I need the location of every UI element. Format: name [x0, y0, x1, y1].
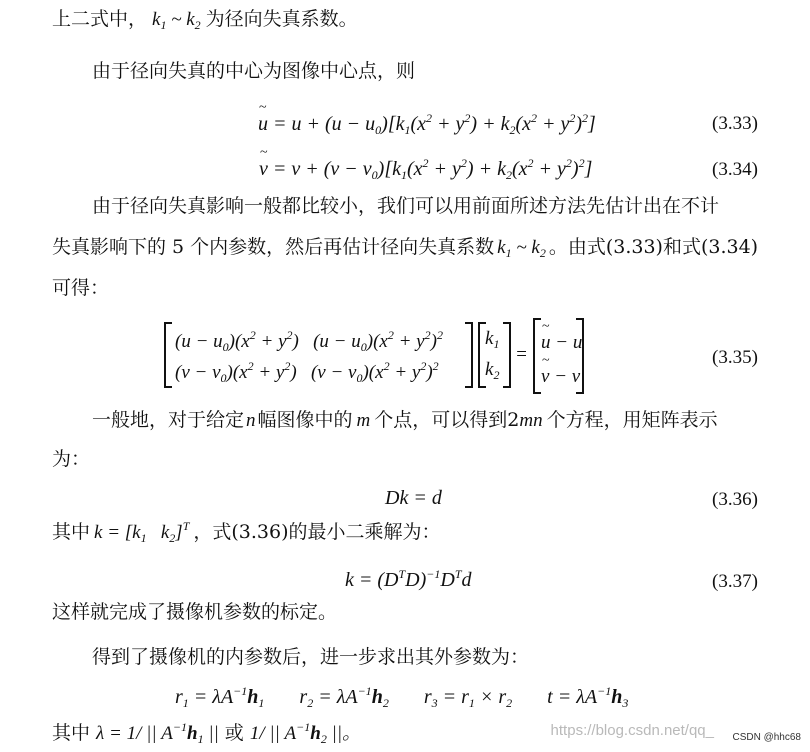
text-line-10: 得到了摄像机的内参数后，进一步求出其外参数为：	[92, 646, 530, 668]
vector-bracket-left	[533, 318, 541, 394]
text-segment: 失真影响下的 5 个内参数，然后再估计径向失真系数	[52, 236, 495, 258]
text-segment: 。由式(3.33)和式(3.34)	[548, 236, 759, 258]
text-line-9: 这样就完成了摄像机参数的标定。	[52, 601, 338, 623]
text-segment: 为径向失真系数。	[205, 8, 358, 30]
watermark-url: https://blog.csdn.net/qq_	[550, 722, 714, 739]
matrix-row-2: $(v - v_0)(x^2 + y^2)$ $(v - v_0)(x^2 + y^2)^2$	[175, 359, 439, 385]
math-lambda-1: λ = 1/ || $A^{-1}h_1$ ||	[96, 720, 219, 746]
vector-bracket-right	[503, 322, 511, 388]
text-line-7: 为：	[52, 448, 91, 470]
text-line-4	[52, 238, 758, 259]
equation-number: (3.36)	[712, 489, 758, 510]
text-line-11	[52, 721, 361, 745]
equation-number: (3.37)	[712, 571, 758, 592]
text-segment: 其中	[52, 722, 91, 744]
math-k-vector: $k = [k_1$ $k_2]^T$	[94, 519, 190, 545]
matrix-bracket-left	[164, 322, 172, 388]
vector-k2: $k_2$	[485, 359, 500, 382]
text-line-5: 可得：	[52, 277, 110, 299]
text-segment: 或	[224, 722, 244, 744]
equation-3-33: ~ $u = u + (u - u_0)[k_1(x^2 + y^2) + k_2(x^2 + y^2)^2]$	[258, 112, 596, 136]
text-line-2: 由于径向失真的中心为图像中心点，则	[92, 60, 416, 82]
vector-v-diff: ~ v − v	[541, 367, 580, 386]
matrix-bracket-right	[465, 322, 473, 388]
equation-3-37: $k = (D^TD)^{-1}D^Td$	[345, 567, 472, 591]
math-mn: mn	[519, 410, 543, 431]
text-line-8	[52, 520, 441, 544]
vector-bracket-right	[576, 318, 584, 394]
matrix-row-1: $(u - u_0)(x^2 + y^2)$ $(u - u_0)(x^2 + y^2)^2$	[175, 328, 443, 354]
text-line-6	[92, 411, 718, 430]
text-line-3: 由于径向失真影响一般都比较小，我们可以用前面所述方法先估计出在不计	[92, 195, 720, 217]
math-lambda-2: 1/ || $A^{-1}h_2$ ||。	[249, 720, 362, 746]
vector-u-diff: ~ u − u	[541, 333, 582, 352]
math-k1-k2: $k_1$ ~ $k_2$	[152, 9, 201, 32]
equation-number: (3.33)	[712, 113, 758, 134]
equation-extrinsic: $r_1 = \lambda A^{-1}h_1$ $r_2 = \lambda A^{-1}h_2$ $r_3 = r_1 \times r_2$ $t = \lambda A^{-1}h_3$	[175, 684, 629, 710]
text-segment: 个方程，用矩阵表示	[546, 409, 718, 431]
text-segment: ，式(3.36)的最小二乘解为：	[193, 521, 441, 543]
equation-number: (3.35)	[712, 347, 758, 368]
text-segment: 上二式中，	[52, 8, 148, 30]
text-segment: 一般地，对于给定	[92, 409, 245, 431]
math-n: n	[246, 410, 256, 431]
text-segment: 幅图像中的	[257, 409, 353, 431]
vector-k1: $k_1$	[485, 328, 500, 351]
equation-number: (3.34)	[712, 159, 758, 180]
equation-3-34: ~ $v = v + (v - v_0)[k_1(x^2 + y^2) + k_2(x^2 + y^2)^2]$	[259, 157, 592, 181]
math-m: m	[356, 410, 371, 431]
text-segment: 其中	[52, 521, 91, 543]
text-segment: 个点，可以得到2	[374, 409, 520, 431]
text-line-1	[52, 10, 358, 31]
equation-3-36: Dk = d	[385, 487, 442, 509]
math-k1-k2: $k_1$ ~ $k_2$	[497, 237, 546, 260]
csdn-badge: CSDN @hhc68	[729, 731, 804, 744]
equals-sign: =	[515, 344, 528, 365]
